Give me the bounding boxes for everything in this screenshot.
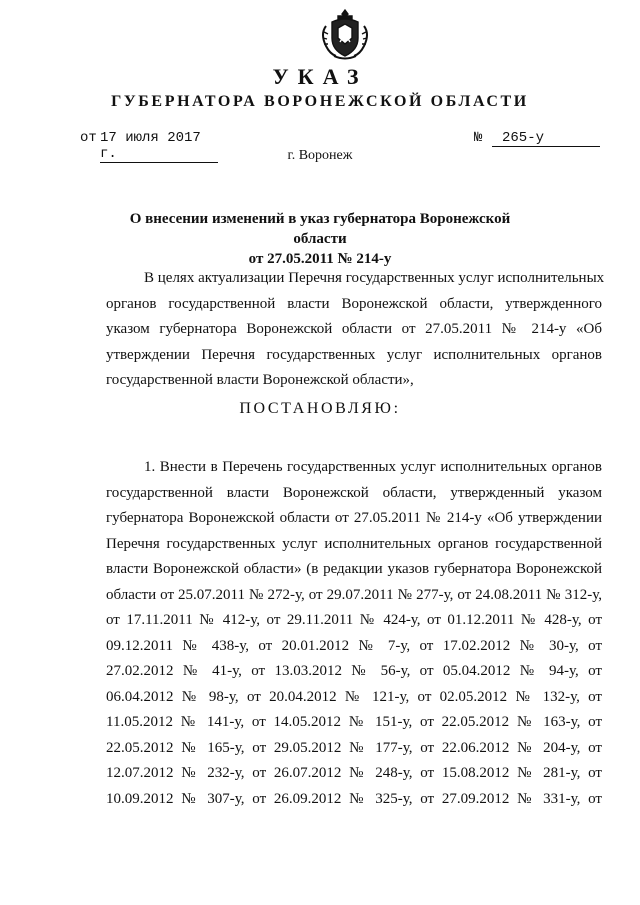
text-line: 1. Внести в Перечень государственных услуг исполнительных органов [144, 459, 602, 475]
preamble-paragraph [106, 266, 605, 394]
text-line: 22.05.2012 № 165-у, от 29.05.2012 № 177-у, от 22.06.2012 № 204-у, от [106, 739, 602, 756]
point-1-paragraph [106, 455, 602, 812]
text-line: государственной власти Воронежской области, утвержденный указом [106, 484, 602, 501]
document-date: 17 июля 2017 г. [100, 130, 218, 163]
document-subject [104, 209, 536, 269]
document-title: УКАЗ [272, 64, 368, 89]
text-line: 11.05.2012 № 141-у, от 14.05.2012 № 151-у, от 22.05.2012 № 163-у, от [106, 714, 602, 730]
text-line: 10.09.2012 № 307-у, от 26.09.2012 № 325-у, от 27.09.2012 № 331-у, от [106, 790, 602, 807]
text-line: 09.12.2011 № 438-у, от 20.01.2012 № 7-у, от 17.02.2012 № 30-у, от [106, 637, 602, 654]
text-line: В целях актуализации Перечня государственных услуг исполнительных [144, 270, 605, 286]
text-line: указом губернатора Воронежской области от 27.05.2011 № 214-у «Об [106, 321, 602, 337]
resolve-heading: ПОСТАНОВЛЯЮ: [239, 400, 401, 417]
issuer-title: ГУБЕРНАТОРА ВОРОНЕЖСКОЙ ОБЛАСТИ [111, 93, 529, 110]
text-line: 12.07.2012 № 232-у, от 26.07.2012 № 248-у, от 15.08.2012 № 281-у, от [106, 765, 602, 781]
number-prefix: № [474, 130, 483, 146]
date-prefix: от [80, 130, 97, 146]
text-line: Перечня государственных услуг исполнительных органов государственной [106, 535, 602, 552]
subject-line: О внесении изменений в указ губернатора Воронежской области [129, 211, 511, 247]
text-line: государственной власти Воронежской области», [106, 372, 414, 388]
document-number: 265-у [492, 130, 600, 147]
text-line: утверждении Перечня государственных услуг исполнительных органов [106, 346, 602, 363]
issue-city: г. Воронеж [287, 148, 353, 163]
text-line: органов государственной власти Воронежской области, утвержденного [106, 295, 602, 312]
text-line: губернатора Воронежской области от 27.05.2011 № 214-у «Об утверждении [106, 510, 602, 526]
text-line: 27.02.2012 № 41-у, от 13.03.2012 № 56-у, от 05.04.2012 № 94-у, от [106, 663, 602, 679]
text-line: области от 25.07.2011 № 272-у, от 29.07.2011 № 277-у, от 24.08.2011 № 312-у, [106, 586, 602, 603]
text-line: 06.04.2012 № 98-у, от 20.04.2012 № 121-у, от 02.05.2012 № 132-у, от [106, 688, 602, 705]
coat-of-arms-icon [318, 6, 372, 62]
subject-line: от 27.05.2011 № 214-у [248, 251, 392, 267]
text-line: от 17.11.2011 № 412-у, от 29.11.2011 № 424-у, от 01.12.2011 № 428-у, от [106, 612, 602, 628]
text-line: власти Воронежской области» (в редакции указов губернатора Воронежской [106, 561, 602, 577]
